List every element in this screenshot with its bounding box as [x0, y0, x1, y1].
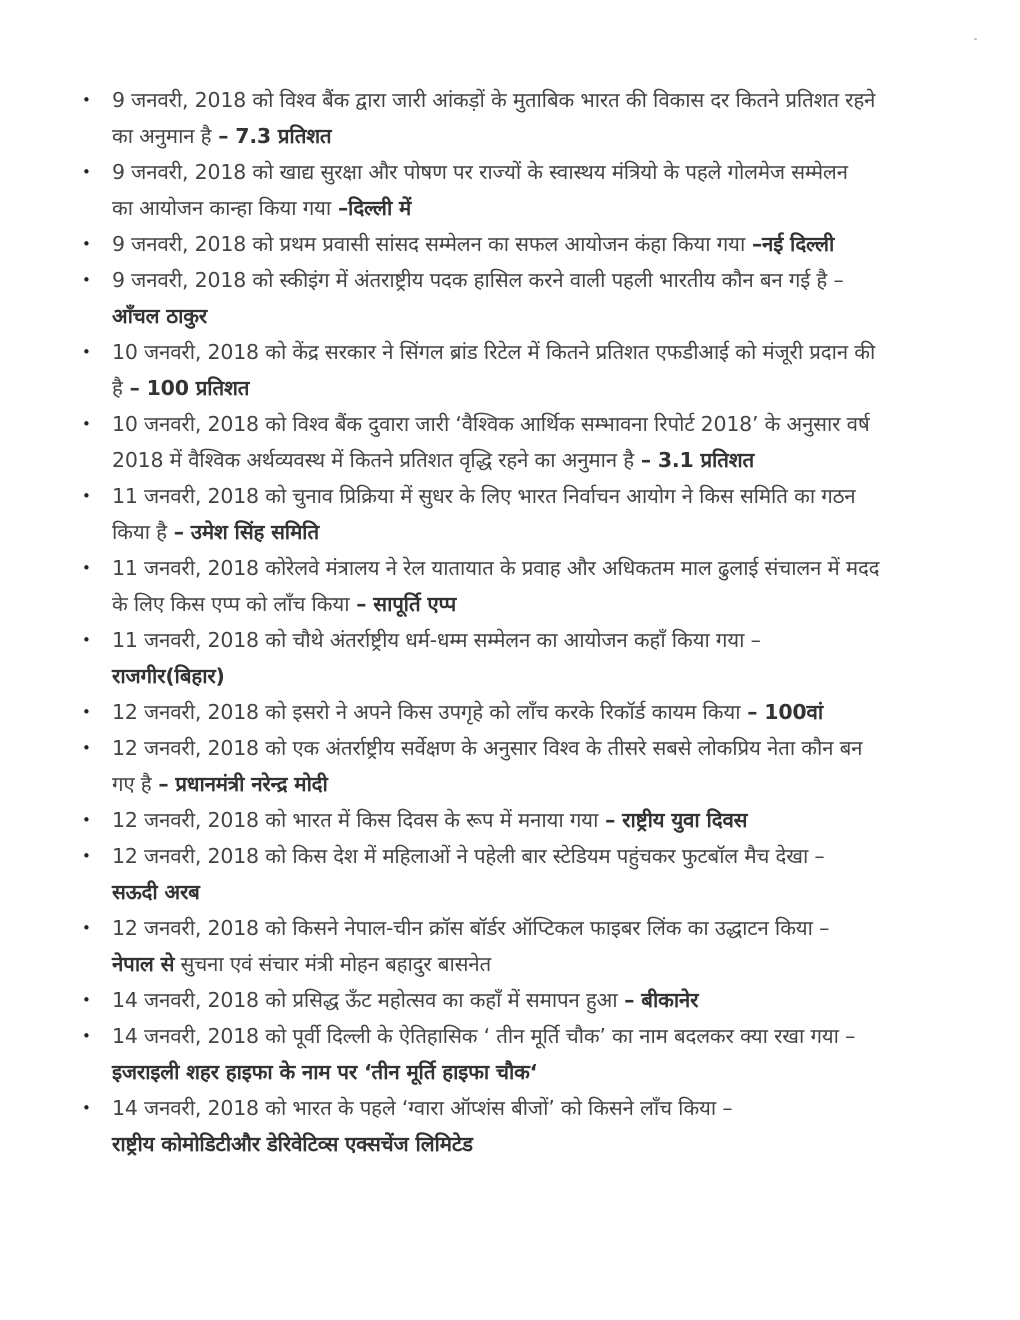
question-text: किया है [112, 520, 167, 544]
bullet-icon: • [82, 163, 91, 181]
item-line [112, 262, 958, 298]
item-line [112, 802, 958, 838]
item-line [112, 1126, 958, 1162]
list-item [82, 1018, 958, 1090]
item-line [112, 982, 958, 1018]
answer-text: इजराइली शहर हाइफा के नाम पर ‘तीन मूर्ति हाइफा चौक‘ [112, 1060, 538, 1084]
question-text: का अनुमान है [112, 124, 212, 148]
bullet-icon: • [82, 847, 91, 865]
question-text: 9 जनवरी, 2018 को विश्व बैंक द्वारा जारी आंकड़ों के मुताबिक भारत की विकास दर कितने प्रतिशत रहने [112, 88, 876, 112]
list-item [82, 82, 958, 154]
bullet-icon: • [82, 703, 91, 721]
answer-text: – राष्ट्रीय युवा दिवस [598, 808, 748, 832]
item-line [112, 226, 958, 262]
answer-text: – 7.3 प्रतिशत [211, 124, 332, 148]
answer-text: राष्ट्रीय कोमोडिटीऔर डेरिवेटिव्स एक्सचेंज लिमिटेड [112, 1132, 473, 1156]
list-item [82, 910, 958, 982]
list-item [82, 406, 958, 478]
item-line [112, 154, 958, 190]
bullet-icon: • [82, 487, 91, 505]
list-item [82, 226, 958, 262]
answer-text: –नई दिल्ली [745, 232, 835, 256]
item-line [112, 82, 958, 118]
question-text: 11 जनवरी, 2018 कोरेलवे मंत्रालय ने रेल यातायात के प्रवाह और अधिकतम माल ढुलाई संचालन में मदद [112, 556, 880, 580]
list-item [82, 694, 958, 730]
bullet-icon: • [82, 739, 91, 757]
item-line [112, 334, 958, 370]
item-line [112, 442, 958, 478]
item-line [112, 406, 958, 442]
question-text: 11 जनवरी, 2018 को चुनाव प्रिक्रिया में सुधर के लिए भारत निर्वाचन आयोग ने किस समिति का गठन [112, 484, 856, 508]
question-answer-list [82, 82, 958, 1162]
list-item [82, 802, 958, 838]
question-text: 9 जनवरी, 2018 को खाद्य सुरक्षा और पोषण पर राज्यों के स्वास्थय मंत्रियो के पहले गोलमेज सम्मेलन [112, 160, 848, 184]
question-text: 11 जनवरी, 2018 को चौथे अंतर्राष्ट्रीय धर्म-धम्म सम्मेलन का आयोजन कहाँ किया गया – [112, 628, 761, 652]
item-line [112, 586, 958, 622]
bullet-icon: • [82, 919, 91, 937]
answer-text: – बीकानेर [617, 988, 699, 1012]
question-text: 12 जनवरी, 2018 को एक अंतर्राष्ट्रीय सर्वेक्षण के अनुसार विश्व के तीसरे सबसे लोकप्रिय नेता कौन बन [112, 736, 863, 760]
item-line [112, 514, 958, 550]
question-text: है [112, 376, 123, 400]
question-text: 10 जनवरी, 2018 को विश्व बैंक दुवारा जारी ‘वैश्विक आर्थिक सम्भावना रिपोर्ट 2018’ के अनुसार वर्ष [112, 412, 870, 436]
bullet-icon: • [82, 1027, 91, 1045]
answer-text: नेपाल से [112, 952, 175, 976]
question-text: 9 जनवरी, 2018 को स्कीइंग में अंतराष्ट्रीय पदक हासिल करने वाली पहली भारतीय कौन बन गई है – [112, 268, 844, 292]
list-item [82, 838, 958, 910]
bullet-icon: • [82, 631, 91, 649]
item-line [112, 298, 958, 334]
question-text: 2018 में वैश्विक अर्थव्यवस्थ में कितने प्रतिशत वृद्धि रहने का अनुमान है [112, 448, 634, 472]
question-text: 12 जनवरी, 2018 को इसरो ने अपने किस उपगृहे को लॉंच करके रिकॉर्ड कायम किया [112, 700, 741, 724]
list-item [82, 982, 958, 1018]
list-item [82, 550, 958, 622]
question-text: के लिए किस एप्प को लॉंच किया [112, 592, 350, 616]
item-line [112, 730, 958, 766]
list-item [82, 730, 958, 802]
question-text: 9 जनवरी, 2018 को प्रथम प्रवासी सांसद सम्मेलन का सफल आयोजन कंहा किया गया [112, 232, 746, 256]
bullet-icon: • [82, 811, 91, 829]
item-line [112, 190, 958, 226]
list-item [82, 334, 958, 406]
list-item [82, 1090, 958, 1162]
item-line [112, 694, 958, 730]
question-text: 14 जनवरी, 2018 को प्रसिद्ध ऊँट महोत्सव का कहाँ में समापन हुआ [112, 988, 618, 1012]
item-line [112, 946, 958, 982]
answer-text: – 100वां [740, 700, 823, 724]
question-text: 12 जनवरी, 2018 को किसने नेपाल-चीन क्रॉस बॉर्डर ऑप्टिकल फाइबर लिंक का उद्धाटन किया – [112, 916, 830, 940]
list-item [82, 262, 958, 334]
list-item [82, 154, 958, 226]
item-line [112, 1018, 958, 1054]
bullet-icon: • [82, 1099, 91, 1117]
question-text: का आयोजन कान्हा किया गया [112, 196, 332, 220]
bullet-icon: • [82, 415, 91, 433]
answer-text: – 100 प्रतिशत [122, 376, 250, 400]
item-line [112, 910, 958, 946]
list-item [82, 622, 958, 694]
item-line [112, 766, 958, 802]
answer-text: राजगीर(बिहार) [112, 664, 225, 688]
bullet-icon: • [82, 235, 91, 253]
answer-text: – 3.1 प्रतिशत [633, 448, 754, 472]
bullet-icon: • [82, 559, 91, 577]
question-text: 14 जनवरी, 2018 को पूर्वी दिल्ली के ऐतिहासिक ‘ तीन मूर्ति चौक’ का नाम बदलकर क्या रखा गया – [112, 1024, 856, 1048]
question-text: 10 जनवरी, 2018 को केंद्र सरकार ने सिंगल ब्रांड रिटेल में कितने प्रतिशत एफडीआई को मंजूरी प्रदान की [112, 340, 876, 364]
item-line [112, 118, 958, 154]
answer-text: – प्रधानमंत्री नरेन्द्र मोदी [151, 772, 328, 796]
question-text: गए है [112, 772, 152, 796]
bullet-icon: • [82, 991, 91, 1009]
answer-text: आँचल ठाकुर [112, 304, 207, 328]
corner-mark: ॰ [974, 36, 977, 44]
answer-detail-text: सुचना एवं संचार मंत्री मोहन बहादुर बासनेत [174, 952, 491, 976]
question-text: 14 जनवरी, 2018 को भारत के पहले ‘ग्वारा ऑप्शंस बीजों’ को किसने लॉंच किया – [112, 1096, 733, 1120]
answer-text: – सापूर्ति एप्प [349, 592, 457, 616]
item-line [112, 658, 958, 694]
bullet-icon: • [82, 91, 91, 109]
bullet-icon: • [82, 343, 91, 361]
answer-text: – उमेश सिंह समिति [166, 520, 319, 544]
item-line [112, 370, 958, 406]
item-line [112, 1054, 958, 1090]
item-line [112, 622, 958, 658]
answer-text: सऊदी अरब [112, 880, 200, 904]
answer-text: –दिल्ली में [331, 196, 412, 220]
bullet-icon: • [82, 271, 91, 289]
item-line [112, 874, 958, 910]
question-text: 12 जनवरी, 2018 को भारत में किस दिवस के रूप में मनाया गया [112, 808, 599, 832]
item-line [112, 1090, 958, 1126]
item-line [112, 838, 958, 874]
list-item [82, 478, 958, 550]
question-text: 12 जनवरी, 2018 को किस देश में महिलाओं ने पहेली बार स्टेडियम पहुंचकर फुटबॉल मैच देखा – [112, 844, 825, 868]
item-line [112, 550, 958, 586]
item-line [112, 478, 958, 514]
